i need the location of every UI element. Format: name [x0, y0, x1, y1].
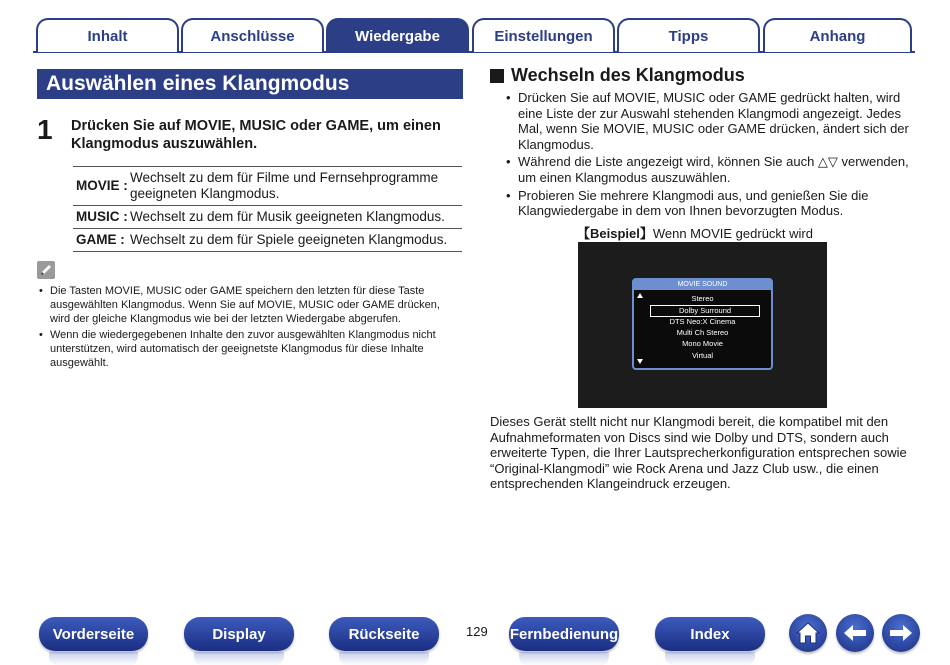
- step-instruction: Drücken Sie auf MOVIE, MUSIC oder GAME, um einen Klangmodus auszuwählen.: [71, 118, 441, 152]
- square-bullet-icon: [490, 69, 504, 83]
- mode-description: Wechselt zu dem für Musik geeigneten Klangmodus.: [130, 209, 445, 224]
- list-item: • Probieren Sie mehrere Klangmodi aus, und genießen Sie die Klangwiedergabe in dem von Ihnen bevorzugten Modus.: [506, 188, 916, 219]
- tv-screen-example: [578, 242, 827, 408]
- home-icon: [795, 621, 821, 645]
- sound-mode-menu: [632, 278, 773, 370]
- forward-arrow-icon: [888, 623, 914, 643]
- tab-label: Anschlüsse: [210, 27, 295, 45]
- page-number: 129: [466, 624, 488, 639]
- nav-rueckseite-button[interactable]: [329, 617, 439, 651]
- example-text: Wenn MOVIE gedrückt wird: [652, 226, 813, 241]
- top-tab-bar: [0, 0, 950, 56]
- tab-wiedergabe[interactable]: [326, 18, 469, 52]
- mode-description: Wechselt zu dem für Spiele geeigneten Klangmodus.: [130, 232, 448, 247]
- note-item: • Die Tasten MOVIE, MUSIC oder GAME speichern den letzten für diese Taste ausgewählten Klangmodus. Wenn Sie auf MOVIE, MUSIC oder GAME drücken, wird der gleiche Klangmodus wie bei der letzten Wiedergabe abgerufen.: [39, 284, 459, 326]
- forward-button[interactable]: [882, 614, 920, 652]
- tab-label: Einstellungen: [494, 27, 593, 45]
- description-paragraph: Dieses Gerät stellt nicht nur Klangmodi bereit, die kompatibel mit den Aufnahmeformaten von Discs sind wie Dolby und DTS, sondern auch erweiterte Typen, die Ihrer Lautsprecherkonfiguration entsprechen sowie “Original-Klangmodi” wie Rock Arena und Jazz Club usw., die einen entsprechenden Klangeindruck erzeugen.: [490, 414, 907, 492]
- tab-anschluesse[interactable]: [181, 18, 324, 52]
- note-item: • Wenn die wiedergegebenen Inhalte den zuvor ausgewählten Klangmodus nicht unterstützen, wird automatisch der geeignetste Klangmodus für diese Inhalte ausgewählt.: [39, 328, 459, 370]
- table-row: [73, 206, 462, 229]
- sound-mode-table: [73, 166, 462, 252]
- tab-label: Tipps: [668, 27, 709, 45]
- nav-label: Index: [690, 625, 730, 643]
- home-button[interactable]: [789, 614, 827, 652]
- menu-item: Multi Ch Stereo: [676, 328, 729, 337]
- table-row: [73, 167, 462, 206]
- instruction-list: [506, 90, 916, 221]
- example-label: 【Beispiel】: [576, 226, 653, 241]
- menu-item-selected: Dolby Surround: [650, 305, 760, 317]
- scroll-down-icon: [637, 359, 643, 364]
- example-caption: [490, 223, 900, 242]
- tab-label: Wiedergabe: [355, 27, 440, 45]
- mode-key: GAME :: [76, 232, 125, 247]
- tab-anhang[interactable]: [763, 18, 912, 52]
- tab-label: Inhalt: [87, 27, 128, 45]
- tab-einstellungen[interactable]: [472, 18, 615, 52]
- menu-header: MOVIE SOUND: [634, 280, 771, 290]
- nav-index-button[interactable]: [655, 617, 765, 651]
- section-title: Auswählen eines Klangmodus: [37, 69, 463, 99]
- menu-item: Virtual: [691, 351, 714, 360]
- tab-tipps[interactable]: [617, 18, 760, 52]
- mode-description: Wechselt zu dem für Filme und Fernsehprogramme geeigneten Klangmodus.: [130, 170, 439, 201]
- back-arrow-icon: [842, 623, 868, 643]
- nav-vorderseite-button[interactable]: [39, 617, 148, 651]
- tab-label: Anhang: [809, 27, 866, 45]
- heading-text: Wechseln des Klangmodus: [511, 65, 745, 85]
- tab-inhalt[interactable]: [36, 18, 179, 52]
- menu-item: Stereo: [691, 294, 714, 303]
- back-button[interactable]: [836, 614, 874, 652]
- nav-label: Fernbedienung: [509, 625, 619, 643]
- menu-item: Mono Movie: [682, 339, 723, 348]
- step-number: 1: [37, 114, 53, 145]
- mode-key: MUSIC :: [76, 209, 128, 224]
- subsection-heading: [490, 65, 745, 86]
- list-item: • Drücken Sie auf MOVIE, MUSIC oder GAME gedrückt halten, wird eine Liste der zur Auswahl stehenden Klangmodi angezeigt. Jedes Mal, wenn Sie MOVIE, MUSIC oder GAME drücken, ändert sich der Klangmodus.: [506, 90, 916, 152]
- menu-item: DTS Neo:X Cinema: [669, 317, 736, 326]
- table-row: [73, 229, 462, 252]
- mode-key: MOVIE :: [76, 178, 128, 193]
- nav-label: Rückseite: [348, 625, 420, 643]
- nav-fernbedienung-button[interactable]: [509, 617, 619, 651]
- nav-label: Display: [212, 625, 266, 643]
- list-item: • Während die Liste angezeigt wird, können Sie auch △▽ verwenden, um einen Klangmodus auszuwählen.: [506, 154, 916, 185]
- nav-label: Vorderseite: [52, 625, 135, 643]
- nav-display-button[interactable]: [184, 617, 294, 651]
- pencil-icon: [37, 261, 55, 279]
- notes-list: [39, 284, 459, 372]
